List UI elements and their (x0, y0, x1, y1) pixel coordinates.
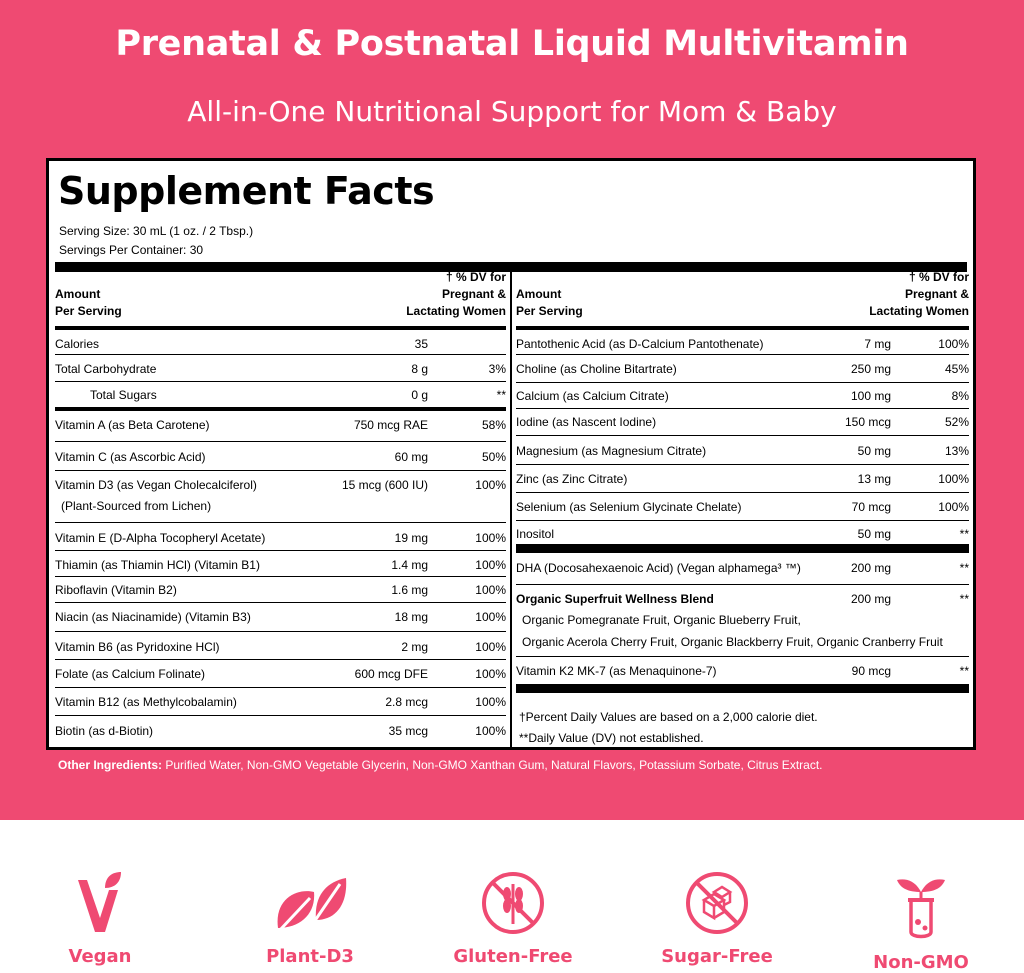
header-lactating: Lactating Women (869, 304, 969, 318)
supplement-facts-title: Supplement Facts (58, 169, 435, 213)
table-row: Calcium (as Calcium Citrate) 100 mg 8% (516, 382, 969, 408)
facts-column-right (516, 270, 969, 745)
no-wheat-icon (480, 870, 546, 936)
no-sugar-cubes-icon (684, 870, 750, 936)
vegan-v-leaf-icon (75, 870, 125, 936)
column-divider (510, 265, 512, 748)
table-row: Iodine (as Nascent Iodine) 150 mcg 52% (516, 408, 969, 435)
header-per-serving: Per Serving (55, 304, 122, 318)
other-ingredients (58, 758, 822, 772)
header-pregnant: Pregnant & (904, 287, 969, 301)
facts-column-left (55, 270, 506, 743)
footnote-not-established: **Daily Value (DV) not established. (519, 731, 704, 745)
page-title: Prenatal & Postnatal Liquid Multivitamin (115, 24, 909, 64)
badge-label: Plant-D3 (266, 946, 354, 967)
badge-plant-d3 (240, 870, 380, 967)
column-header (516, 270, 969, 326)
table-row: Calories 35 (55, 326, 506, 354)
badge-vegan (30, 870, 170, 967)
table-row: Thiamin (as Thiamin HCl) (Vitamin B1) 1.4 mg 100% (55, 550, 506, 576)
other-ingredients-label: Other Ingredients: (58, 758, 163, 772)
footnote-dv: †Percent Daily Values are based on a 2,000 calorie diet. (519, 710, 818, 724)
table-row: Vitamin C (as Ascorbic Acid) 60 mg 50% (55, 441, 506, 470)
header-amount: Amount (55, 287, 101, 301)
table-row: Vitamin A (as Beta Carotene) 750 mcg RAE 58% (55, 407, 506, 441)
table-row: Folate (as Calcium Folinate) 600 mcg DFE 100% (55, 659, 506, 687)
table-row: Vitamin B12 (as Methylcobalamin) 2.8 mcg 100% (55, 687, 506, 715)
badge-label: Sugar-Free (661, 946, 773, 967)
table-row: Niacin (as Niacinamide) (Vitamin B3) 18 mg 100% (55, 602, 506, 631)
serving-size: Serving Size: 30 mL (1 oz. / 2 Tbsp.) (59, 224, 254, 238)
table-row: Total Sugars 0 g ** (55, 381, 506, 407)
supplement-facts-panel (46, 158, 976, 750)
badge-label: Gluten-Free (453, 946, 573, 967)
test-tube-sprout-icon (891, 870, 951, 942)
badge-label: Non-GMO (873, 952, 969, 973)
header-lactating: Lactating Women (406, 304, 506, 318)
other-ingredients-text: Purified Water, Non-GMO Vegetable Glycerin, Non-GMO Xanthan Gum, Natural Flavors, Potassium Sorbate, Citrus Extract. (162, 758, 823, 772)
table-row: DHA (Docosahexaenoic Acid) (Vegan alphamega³ ™) 200 mg ** (516, 544, 969, 584)
table-row: Zinc (as Zinc Citrate) 13 mg 100% (516, 464, 969, 492)
leaf-icon (270, 870, 350, 936)
table-row: Vitamin E (D-Alpha Tocopheryl Acetate) 19 mg 100% (55, 522, 506, 550)
header-dv: † % DV for (445, 270, 506, 284)
thick-divider (516, 684, 969, 693)
page-subtitle: All-in-One Nutritional Support for Mom & Baby (187, 95, 837, 128)
badge-non-gmo (851, 870, 991, 973)
table-row: Vitamin K2 MK-7 (as Menaquinone-7) 90 mcg ** (516, 656, 969, 684)
badge-label: Vegan (68, 946, 132, 967)
table-row: Magnesium (as Magnesium Citrate) 50 mg 13% (516, 435, 969, 464)
header-dv: † % DV for (908, 270, 969, 284)
table-row: Choline (as Choline Bitartrate) 250 mg 45% (516, 354, 969, 382)
servings-per-container: Servings Per Container: 30 (59, 243, 204, 257)
table-row: Vitamin D3 (as Vegan Cholecalciferol) (Plant-Sourced from Lichen) 15 mcg (600 IU) 100% (55, 470, 506, 522)
header-per-serving: Per Serving (516, 304, 583, 318)
header-pregnant: Pregnant & (441, 287, 506, 301)
table-row: Selenium (as Selenium Glycinate Chelate) 70 mcg 100% (516, 492, 969, 520)
table-row: Vitamin B6 (as Pyridoxine HCl) 2 mg 100% (55, 631, 506, 659)
table-row: Biotin (as d-Biotin) 35 mcg 100% (55, 715, 506, 743)
table-row: Riboflavin (Vitamin B2) 1.6 mg 100% (55, 576, 506, 602)
badge-gluten-free (443, 870, 583, 967)
column-header (55, 270, 506, 326)
table-row: Inositol 50 mg ** (516, 520, 969, 544)
table-row: Pantothenic Acid (as D-Calcium Pantothenate) 7 mg 100% (516, 326, 969, 354)
table-row: Total Carbohydrate 8 g 3% (55, 354, 506, 381)
badge-sugar-free (647, 870, 787, 967)
header-amount: Amount (516, 287, 562, 301)
badges-row (0, 870, 1024, 973)
table-row: Organic Superfruit Wellness Blend Organic Pomegranate Fruit, Organic Blueberry Fruit, Organic Acerola Cherry Fruit, Organic Blackberry Fruit, Organic Cranberry Fruit 200 mg ** (516, 584, 969, 656)
